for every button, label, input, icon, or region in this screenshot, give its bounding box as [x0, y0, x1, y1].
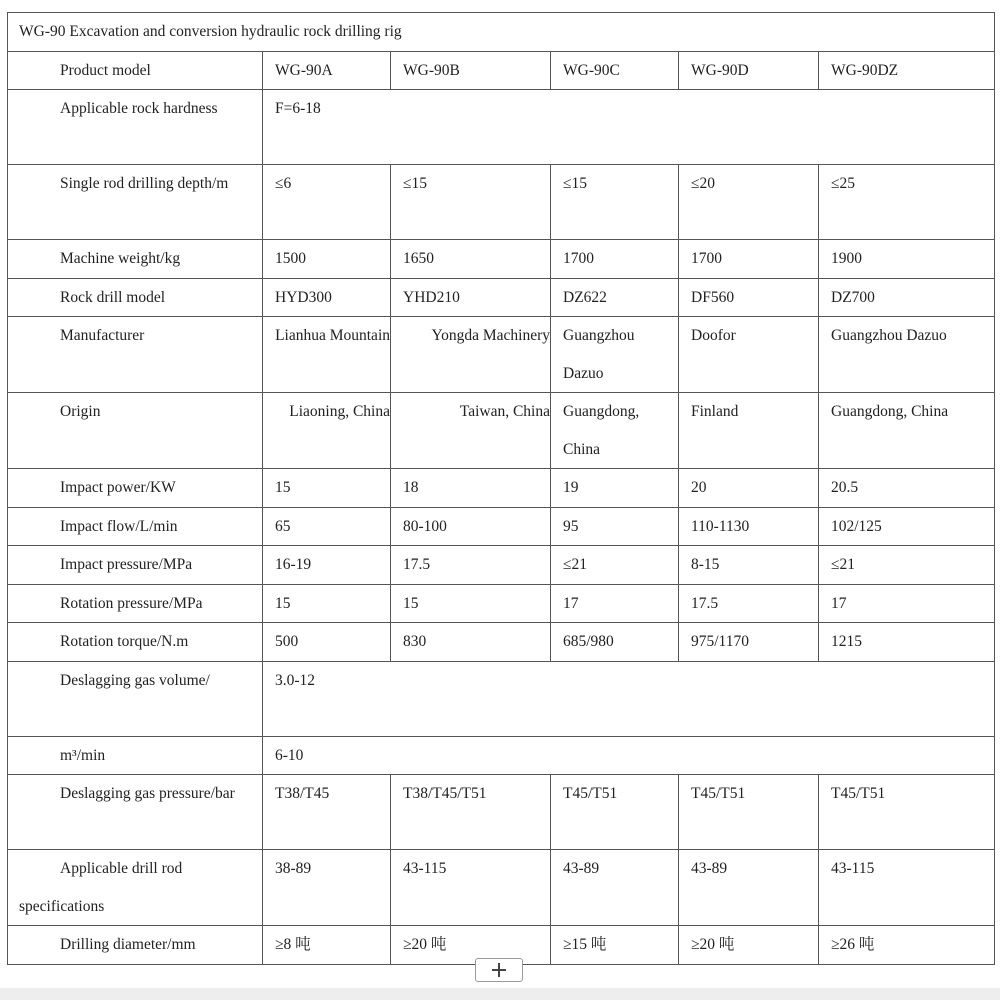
- table-row: [8, 736, 995, 775]
- row-label: Impact power/KW: [8, 469, 263, 508]
- table-cell: 1215: [819, 623, 995, 662]
- table-cell: T38/T45/T51: [391, 775, 551, 850]
- table-row: [8, 469, 995, 508]
- table-cell: 110-1130: [679, 507, 819, 546]
- table-cell: 17.5: [391, 546, 551, 585]
- table-row: [8, 317, 995, 393]
- table-cell: 43-115: [391, 850, 551, 926]
- table-row: [8, 165, 995, 240]
- table-cell: 500: [263, 623, 391, 662]
- row-label: Deslagging gas pressure/bar: [8, 775, 263, 850]
- table-row: [8, 546, 995, 585]
- table-cell: 19: [551, 469, 679, 508]
- table-cell: 102/125: [819, 507, 995, 546]
- table-cell: 16-19: [263, 546, 391, 585]
- table-cell: ≥26 吨: [819, 926, 995, 965]
- table-cell: 20.5: [819, 469, 995, 508]
- table-cell: HYD300: [263, 278, 391, 317]
- table-title: WG-90 Excavation and conversion hydraulic rock drilling rig: [8, 13, 995, 52]
- table-cell: 43-89: [551, 850, 679, 926]
- table-cell: Yongda Machinery: [391, 317, 551, 393]
- table-row: [8, 507, 995, 546]
- table-cell: T45/T51: [679, 775, 819, 850]
- table-row: [8, 850, 995, 926]
- table-cell: T38/T45: [263, 775, 391, 850]
- table-cell: ≥15 吨: [551, 926, 679, 965]
- row-label: m³/min: [8, 736, 263, 775]
- table-cell: ≤15: [551, 165, 679, 240]
- row-label: Rotation torque/N.m: [8, 623, 263, 662]
- table-cell: Doofor: [679, 317, 819, 393]
- table-cell: ≤21: [819, 546, 995, 585]
- plus-icon: [492, 963, 506, 977]
- table-cell: 43-115: [819, 850, 995, 926]
- table-cell: Finland: [679, 393, 819, 469]
- table-cell: 685/980: [551, 623, 679, 662]
- table-cell: ≤15: [391, 165, 551, 240]
- table-row: [8, 90, 995, 165]
- table-cell: T45/T51: [551, 775, 679, 850]
- table-cell: 1700: [551, 240, 679, 279]
- add-row-button[interactable]: [475, 958, 523, 982]
- table-cell: 1650: [391, 240, 551, 279]
- table-cell: 1900: [819, 240, 995, 279]
- spec-table: [7, 12, 995, 965]
- table-cell: Taiwan, China: [391, 393, 551, 469]
- row-label: Product model: [8, 51, 263, 90]
- table-cell: 15: [391, 584, 551, 623]
- table-cell-span: 6-10: [263, 736, 995, 775]
- table-cell: 65: [263, 507, 391, 546]
- table-row: [8, 584, 995, 623]
- table-cell: 1500: [263, 240, 391, 279]
- row-label: Single rod drilling depth/m: [8, 165, 263, 240]
- table-cell: DZ700: [819, 278, 995, 317]
- table-cell: Liaoning, China: [263, 393, 391, 469]
- table-cell: Guangdong, China: [551, 393, 679, 469]
- table-cell: DZ622: [551, 278, 679, 317]
- table-row: [8, 623, 995, 662]
- table-cell: ≥20 吨: [679, 926, 819, 965]
- table-cell: 95: [551, 507, 679, 546]
- table-cell: ≤6: [263, 165, 391, 240]
- table-cell: Lianhua Mountain: [263, 317, 391, 393]
- table-cell: ≤25: [819, 165, 995, 240]
- table-cell: 17: [551, 584, 679, 623]
- row-label: Deslagging gas volume/: [8, 661, 263, 736]
- table-row: [8, 775, 995, 850]
- row-label: Applicable rock hardness: [8, 90, 263, 165]
- table-cell: WG-90D: [679, 51, 819, 90]
- table-cell: ≤20: [679, 165, 819, 240]
- table-cell: WG-90B: [391, 51, 551, 90]
- table-cell: T45/T51: [819, 775, 995, 850]
- table-cell: DF560: [679, 278, 819, 317]
- row-label: Manufacturer: [8, 317, 263, 393]
- table-cell: Guangzhou Dazuo: [819, 317, 995, 393]
- table-row: [8, 661, 995, 736]
- table-row: [8, 51, 995, 90]
- row-label: Impact pressure/MPa: [8, 546, 263, 585]
- table-cell: 18: [391, 469, 551, 508]
- table-cell: WG-90A: [263, 51, 391, 90]
- table-cell: 15: [263, 584, 391, 623]
- row-label: Rotation pressure/MPa: [8, 584, 263, 623]
- table-cell: 80-100: [391, 507, 551, 546]
- table-cell: 20: [679, 469, 819, 508]
- row-label: Origin: [8, 393, 263, 469]
- row-label: Rock drill model: [8, 278, 263, 317]
- table-cell: 17.5: [679, 584, 819, 623]
- table-cell: 8-15: [679, 546, 819, 585]
- table-cell: 1700: [679, 240, 819, 279]
- table-cell: WG-90C: [551, 51, 679, 90]
- table-cell-span: F=6-18: [263, 90, 995, 165]
- table-cell: 830: [391, 623, 551, 662]
- table-cell: YHD210: [391, 278, 551, 317]
- page-footer-bar: [0, 988, 1000, 1000]
- table-cell: ≥8 吨: [263, 926, 391, 965]
- table-cell: WG-90DZ: [819, 51, 995, 90]
- row-label: Drilling diameter/mm: [8, 926, 263, 965]
- row-label: Applicable drill rod specifications: [8, 850, 263, 926]
- table-cell: 975/1170: [679, 623, 819, 662]
- table-cell: 17: [819, 584, 995, 623]
- table-row: [8, 240, 995, 279]
- table-cell: 15: [263, 469, 391, 508]
- title-row: [8, 13, 995, 52]
- table-cell: 43-89: [679, 850, 819, 926]
- table-cell: 38-89: [263, 850, 391, 926]
- table-cell: Guangdong, China: [819, 393, 995, 469]
- row-label: Impact flow/L/min: [8, 507, 263, 546]
- table-cell: Guangzhou Dazuo: [551, 317, 679, 393]
- table-cell-span: 3.0-12: [263, 661, 995, 736]
- table-cell: ≥20 吨: [391, 926, 551, 965]
- table-row: [8, 278, 995, 317]
- table-cell: ≤21: [551, 546, 679, 585]
- table-row: [8, 393, 995, 469]
- row-label: Machine weight/kg: [8, 240, 263, 279]
